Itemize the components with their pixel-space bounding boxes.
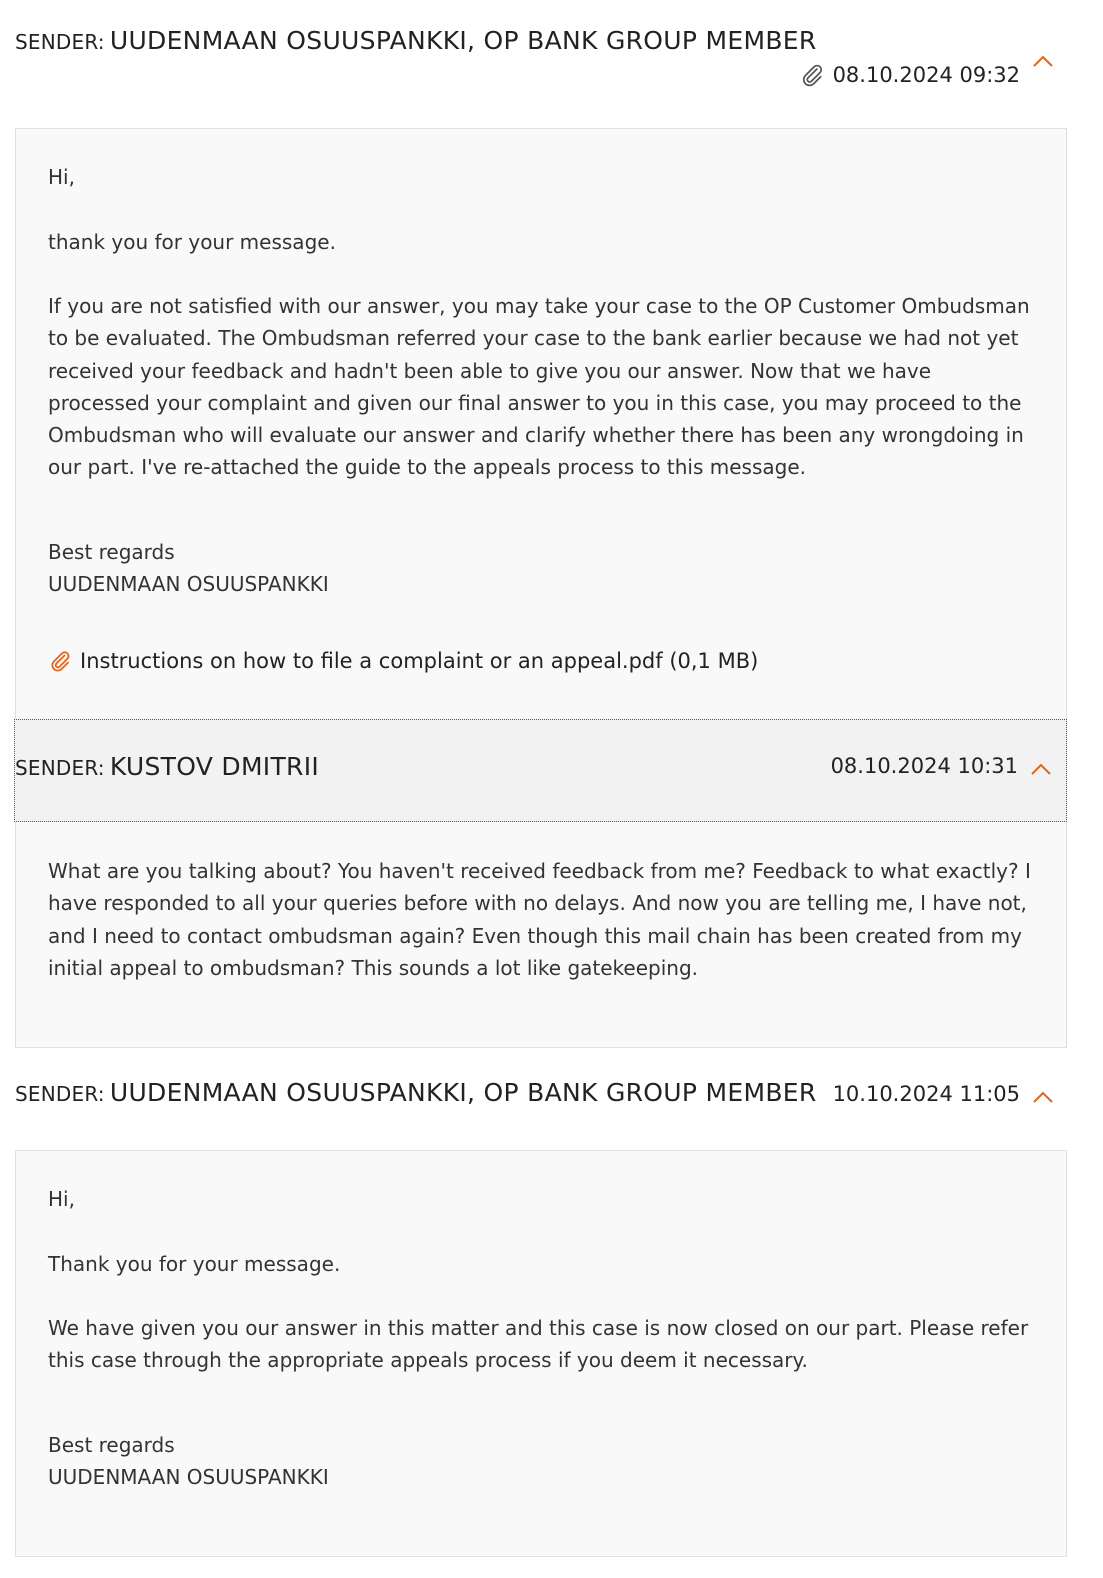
- chevron-up-icon[interactable]: [1032, 1090, 1054, 1104]
- message-body: [15, 822, 1067, 1048]
- sender-name: KUSTOV DMITRII: [109, 752, 320, 781]
- sender-name: UUDENMAAN OSUUSPANKKI, OP BANK GROUP MEMBER: [109, 1078, 817, 1107]
- message-meta: [799, 62, 1020, 88]
- chevron-up-icon[interactable]: [1030, 762, 1052, 776]
- message-timestamp: 10.10.2024 11:05: [832, 1082, 1020, 1106]
- message-paragraph: If you are not satisfied with our answer, you may take your case to the OP Customer Ombudsman to be evaluated. The Ombudsman referred your case to the bank earlier because we had not yet received your feedback and hadn't been able to give you our answer. Now that we have processed your complaint and given our final answer to you in this case, you may proceed to the Ombudsman who will evaluate our answer and clarify whether there has been any wrongdoing in our part. I've re-attached the guide to the appeals process to this message.: [48, 294, 1030, 480]
- message-meta: [833, 1082, 1020, 1106]
- chevron-up-icon[interactable]: [1032, 54, 1054, 68]
- attachment-link[interactable]: [48, 649, 758, 673]
- sender: [15, 752, 319, 781]
- message-paragraph: Hi,: [48, 165, 75, 189]
- message-header[interactable]: [14, 719, 1067, 822]
- message-body: [15, 128, 1067, 720]
- sender-label: SENDER:: [15, 30, 105, 54]
- message-body: [15, 1150, 1067, 1557]
- sender-name: UUDENMAAN OSUUSPANKKI, OP BANK GROUP MEMBER: [109, 26, 817, 55]
- message-signature: Best regards UUDENMAAN OSUUSPANKKI: [48, 540, 329, 597]
- message-timestamp: 08.10.2024 10:31: [830, 754, 1018, 778]
- message-header[interactable]: [15, 0, 1068, 128]
- sender-label: SENDER:: [15, 756, 105, 780]
- attachment-filename: Instructions on how to file a complaint or an appeal.pdf (0,1 MB): [80, 649, 759, 673]
- message-timestamp: 08.10.2024 09:32: [832, 63, 1020, 87]
- paperclip-icon: [799, 62, 825, 88]
- message-header[interactable]: [15, 1048, 1068, 1150]
- message-paragraph: Hi,: [48, 1187, 75, 1211]
- message-signature: Best regards UUDENMAAN OSUUSPANKKI: [48, 1433, 329, 1490]
- message-paragraph: Thank you for your message.: [48, 1252, 341, 1276]
- sender: [15, 1078, 817, 1107]
- sender: [15, 26, 817, 55]
- message-paragraph: thank you for your message.: [48, 230, 336, 254]
- message-paragraph: We have given you our answer in this matter and this case is now closed on our part. Please refer this case through the appropriate appeals process if you deem it necessary.: [48, 1316, 1029, 1373]
- sender-label: SENDER:: [15, 1082, 105, 1106]
- message-meta: [831, 754, 1018, 778]
- message-paragraph: What are you talking about? You haven't received feedback from me? Feedback to what exactly? I have responded to all your queries before with no delays. And now you are telling me, I have not, and I need to contact ombudsman again? Even though this mail chain has been created from my initial appeal to ombudsman? This sounds a lot like gatekeeping.: [48, 859, 1031, 980]
- paperclip-icon: [48, 649, 72, 673]
